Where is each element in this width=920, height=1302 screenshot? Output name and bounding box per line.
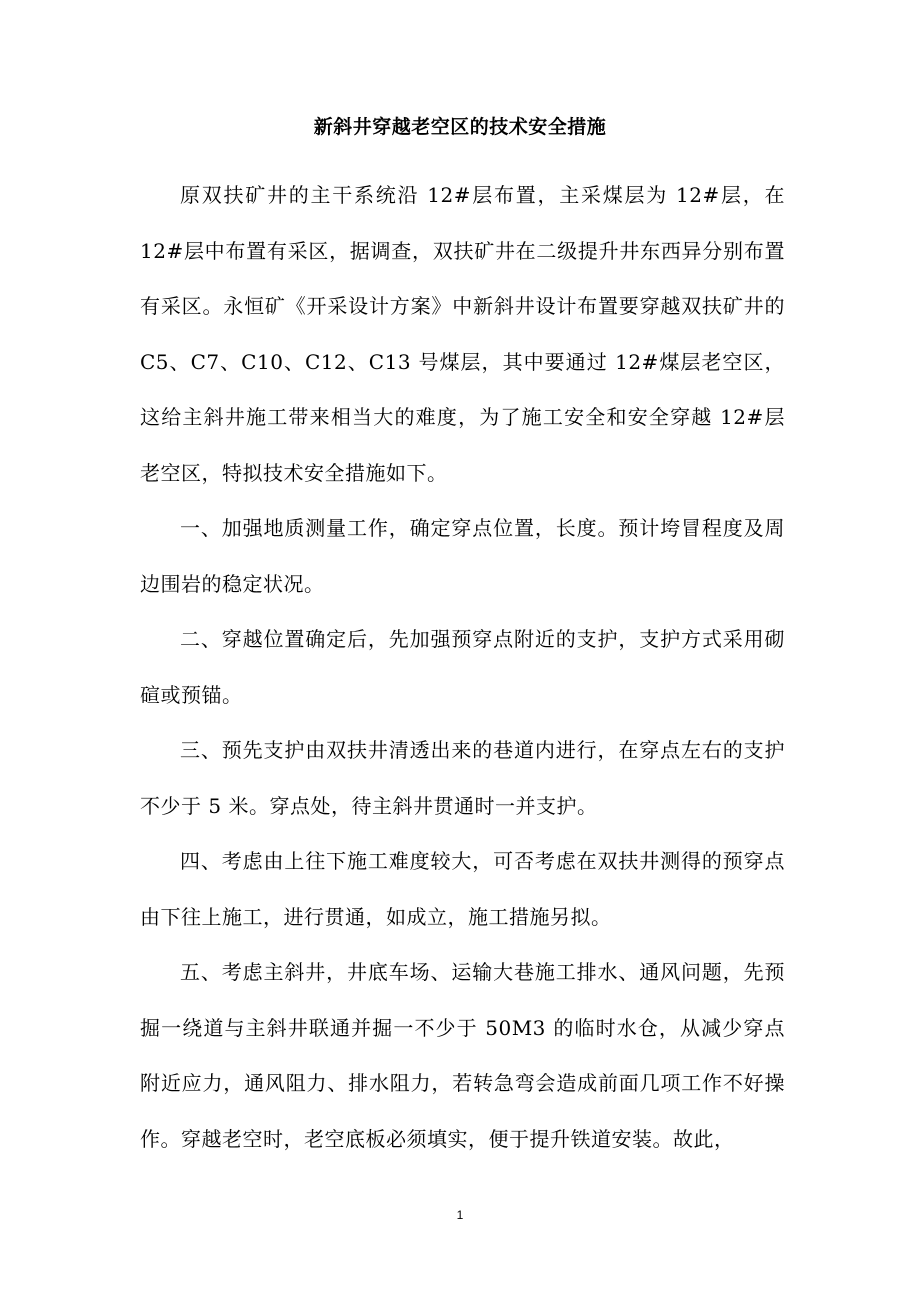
- paragraph-measure-3: 三、预先支护由双扶井清透出来的巷道内进行，在穿点左右的支护不少于 5 米。穿点处，待主斜井贯通时一并支护。: [140, 738, 785, 818]
- page-number: 1: [456, 1208, 464, 1222]
- document-body: [140, 168, 785, 1167]
- paragraph-intro: 原双扶矿井的主干系统沿 12#层布置，主采煤层为 12#层，在 12#层中布置有采区，据调查，双扶矿井在二级提升井东西异分别布置有采区。永恒矿《开采设计方案》中新斜井设计布置要穿越双扶矿井的 C5、C7、C10、C12、C13 号煤层，其中要通过 12#煤层老空区，这给主斜井施工带来相当大的难度，为了施工安全和安全穿越 12#层老空区，特拟技术安全措施如下。: [140, 183, 785, 485]
- paragraph-measure-2: 二、穿越位置确定后，先加强预穿点附近的支护，支护方式采用砌碹或预锚。: [140, 627, 785, 707]
- paragraph-measure-4: 四、考虑由上往下施工难度较大，可否考虑在双扶井测得的预穿点由下往上施工，进行贯通，如成立，施工措施另拟。: [140, 849, 785, 929]
- paragraph-measure-5: 五、考虑主斜井，井底车场、运输大巷施工排水、通风问题，先预掘一绕道与主斜井联通并掘一不少于 50M3 的临时水仓，从减少穿点附近应力，通风阻力、排水阻力，若转急弯会造成前面几项工作不好操作。穿越老空时，老空底板必须填实，便于提升铁道安装。故此，: [140, 960, 785, 1151]
- paragraph-measure-1: 一、加强地质测量工作，确定穿点位置，长度。预计垮冒程度及周边围岩的稳定状况。: [140, 516, 785, 596]
- document-title: 新斜井穿越老空区的技术安全措施: [313, 116, 607, 138]
